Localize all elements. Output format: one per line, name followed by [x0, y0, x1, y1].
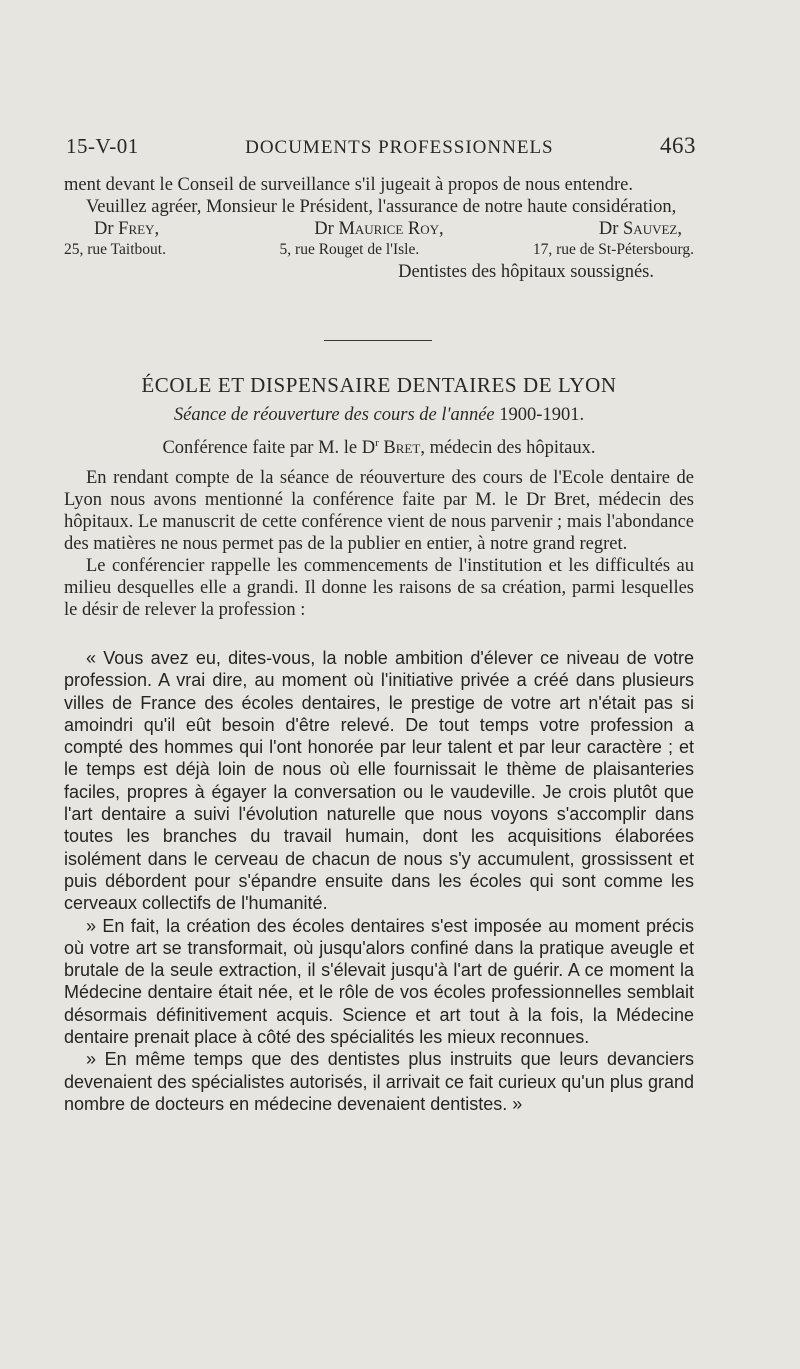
address-1: 25, rue Taitbout.: [64, 241, 166, 258]
subtitle-text: Séance de réouverture des cours de l'année: [173, 405, 495, 425]
subtitle-year: 1900-1901.: [499, 405, 585, 425]
issue-date: 15-V-01: [66, 134, 139, 158]
running-head: [66, 133, 696, 159]
address-2: 5, rue Rouget de l'Isle.: [279, 241, 420, 258]
signatories-row: [64, 218, 694, 240]
signatory-2: Dr Maurice Roy,: [314, 219, 444, 239]
conference-speaker: Bret: [383, 438, 421, 459]
letter-opening: ment devant le Conseil de surveillance s'il jugeait à propos de nous entendre.: [64, 175, 633, 195]
conference-prefix: Conférence faite par M. le D: [162, 438, 376, 459]
signatory-3: Dr Sauvez,: [598, 219, 682, 239]
section-title: ÉCOLE ET DISPENSAIRE DENTAIRES DE LYON: [141, 373, 617, 397]
paragraph-2: Le conférencier rappelle les commencements de l'institution et les difficultés au milieu desquelles elle a grandi. Il donne les raisons de sa création, parmi lesquelles le désir de relever la profession :: [64, 556, 694, 620]
running-title: DOCUMENTS PROFESSIONNELS: [245, 137, 554, 158]
quotation: [64, 647, 694, 1115]
signed-as: Dentistes des hôpitaux soussignés.: [398, 262, 654, 282]
page-number: 463: [659, 133, 696, 158]
conference-sup: r: [375, 437, 379, 449]
conference-line: [64, 432, 694, 459]
addresses-row: [64, 240, 694, 260]
section-subtitle: [64, 404, 694, 426]
quote-paragraph-1: « Vous avez eu, dites-vous, la noble ambition d'élever ce niveau de votre profession. A vrai dire, au moment où l'initiative privée a créé dans plusieurs villes de France des écoles dentaires, le prestige de votre art n'était pas si amoindri qu'il eût besoin d'être relevé. De tout temps votre profession a compté des hommes qui l'ont honorée par leur talent et par leur caractère ; et le temps est déjà loin de nous où elle fournissait le thème de plaisanteries faciles, propres à égayer la conversation ou le vaudeville. Je crois plutôt que l'art dentaire a suivi l'évolution naturelle que nous voyons s'accomplir dans toutes les branches du travail humain, dont les acquisitions élaborées isolément dans le cerveau de chacun de nous s'y accumulent, grossissent et puis débordent pour s'épandre ensuite dans les écoles qui sont comme les cerveaux collectifs de l'humanité.: [64, 648, 694, 914]
quote-paragraph-3: » En même temps que des dentistes plus instruits que leurs devanciers devenaient des spécialistes autorisés, il arrivait ce fait curieux qu'un plus grand nombre de docteurs en médecine devenaient dentistes. »: [64, 1049, 694, 1114]
section-divider: [324, 340, 432, 341]
quote-paragraph-2: » En fait, la création des écoles dentaires s'est imposée au moment précis où votre art se transformait, où jusqu'alors confiné dans la pratique aveugle et brutale de la seule extraction, il s'élevait jusqu'à l'art de guérir. A ce moment la Médecine dentaire était née, et le rôle de vos écoles professionnelles semblait désormais définitivement acquis. Science et art tout à la fois, la Médecine dentaire prenait place à côté des spécialités les mieux reconnues.: [64, 915, 694, 1048]
article-body: [64, 467, 694, 621]
letter-closing: Veuillez agréer, Monsieur le Président, l'assurance de notre haute considération,: [86, 197, 677, 217]
conference-suffix: , médecin des hôpitaux.: [420, 438, 596, 459]
letter-end: [64, 174, 694, 284]
address-3: 17, rue de St-Pétersbourg.: [532, 241, 694, 258]
paragraph-1: En rendant compte de la séance de réouverture des cours de l'Ecole dentaire de Lyon nous avons mentionné la conférence faite par M. le Dr Bret, médecin des hôpitaux. Le manuscrit de cette conférence vient de nous parvenir ; mais l'abondance des matières ne nous permet pas de la publier en entier, à notre grand regret.: [64, 468, 694, 554]
signatory-1: Dr Frey,: [94, 219, 160, 239]
